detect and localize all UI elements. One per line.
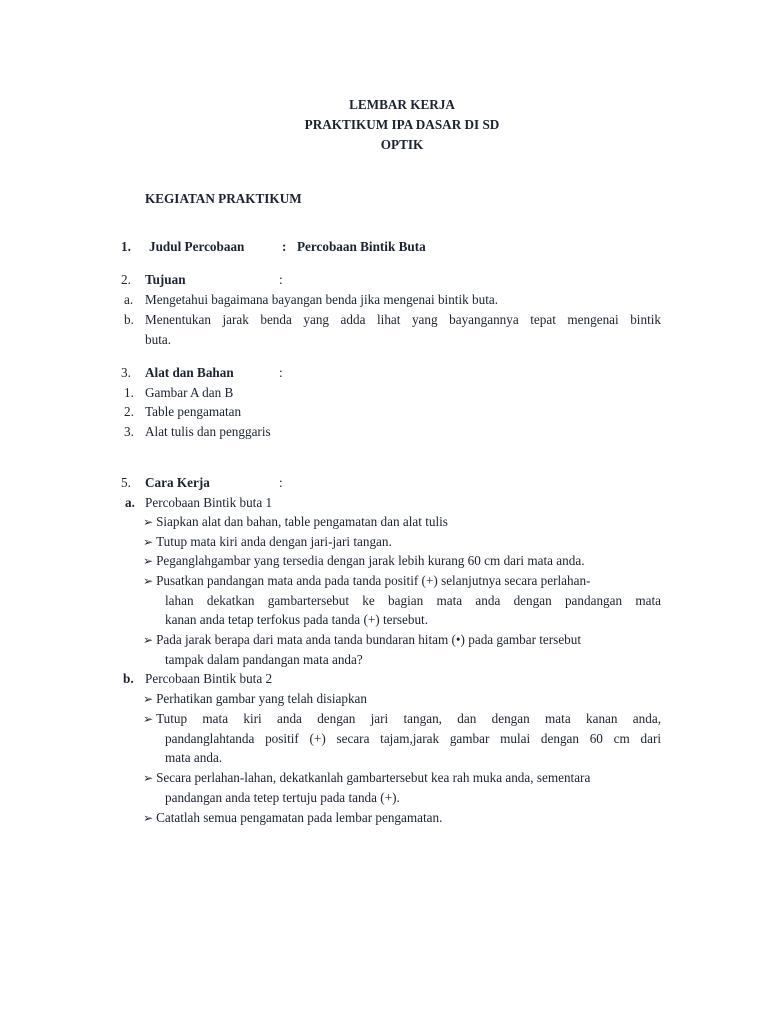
step-item-cont: tampak dalam pandangan mata anda? [165, 652, 363, 667]
arrow-bullet-icon: ➢ [143, 633, 154, 647]
alat-item-marker: 1. [124, 385, 134, 400]
alat-item: Alat tulis dan penggaris [145, 424, 271, 439]
tujuan-b-marker: b. [124, 312, 134, 327]
step-item-cont: kanan anda tetap terfokus pada tanda (+) tersebut. [165, 612, 429, 627]
doc-title-line2: PRAKTIKUM IPA DASAR DI SD [304, 117, 500, 132]
step-item-cont: pandanglahtanda positif (+) secara tajam,jarak gambar mulai dengan 60 cm dari [165, 731, 661, 746]
arrow-bullet-icon: ➢ [143, 692, 154, 706]
judul-colon: : [282, 239, 287, 254]
cara-b-title: Percobaan Bintik buta 2 [145, 671, 273, 686]
arrow-bullet-icon: ➢ [143, 574, 154, 588]
alat-item-marker: 2. [124, 404, 134, 419]
tujuan-number: 2. [121, 272, 131, 287]
step-item: ➢ Pada jarak berapa dari mata anda tanda bundaran hitam (•) pada gambar tersebut [143, 632, 582, 647]
doc-title-line1: LEMBAR KERJA [349, 97, 455, 112]
alat-item: Gambar A dan B [145, 385, 234, 400]
alat-label: Alat dan Bahan [145, 365, 234, 380]
step-item: ➢ Tutup mata kiri anda dengan jari-jari tangan. [143, 534, 392, 549]
alat-colon: : [279, 365, 283, 380]
cara-colon: : [279, 475, 283, 490]
tujuan-colon: : [279, 272, 283, 287]
arrow-bullet-icon: ➢ [143, 535, 154, 549]
step-item-cont: lahan dekatkan gambartersebut ke bagian mata anda dengan pandangan mata [165, 593, 661, 608]
step-item: ➢ Perhatikan gambar yang telah disiapkan [143, 691, 367, 706]
doc-title-line3: OPTIK [380, 137, 424, 152]
step-item: ➢ Tutup mata kiri anda dengan jari tangan, dan dengan mata kanan anda, [143, 711, 661, 726]
arrow-bullet-icon: ➢ [143, 515, 154, 529]
judul-value: Percobaan Bintik Buta [297, 239, 426, 254]
tujuan-b-text-cont: buta. [145, 332, 172, 347]
judul-label: Judul Percobaan [149, 239, 245, 254]
tujuan-b-text: Menentukan jarak benda yang adda lihat yang bayangannya tepat mengenai bintik [145, 312, 661, 327]
step-item: ➢ Secara perlahan-lahan, dekatkanlah gambartersebut kea rah muka anda, sementara [143, 770, 591, 785]
step-item: ➢ Siapkan alat dan bahan, table pengamatan dan alat tulis [143, 514, 448, 529]
cara-b-marker: b. [123, 671, 134, 686]
step-item: ➢ Catatlah semua pengamatan pada lembar pengamatan. [143, 810, 443, 825]
step-item-cont: mata anda. [165, 750, 223, 765]
cara-a-marker: a. [125, 495, 135, 510]
alat-number: 3. [121, 365, 131, 380]
cara-number: 5. [121, 475, 131, 490]
alat-item-marker: 3. [124, 424, 134, 439]
cara-label: Cara Kerja [145, 475, 210, 490]
cara-a-title: Percobaan Bintik buta 1 [145, 495, 273, 510]
tujuan-label: Tujuan [145, 272, 186, 287]
arrow-bullet-icon: ➢ [143, 771, 154, 785]
step-item: ➢ Peganglahgambar yang tersedia dengan jarak lebih kurang 60 cm dari mata anda. [143, 553, 585, 568]
alat-item: Table pengamatan [145, 404, 242, 419]
arrow-bullet-icon: ➢ [143, 554, 154, 568]
arrow-bullet-icon: ➢ [143, 811, 154, 825]
section-title: KEGIATAN PRAKTIKUM [145, 191, 302, 206]
tujuan-a-text: Mengetahui bagaimana bayangan benda jika mengenai bintik buta. [145, 292, 499, 307]
judul-number: 1. [121, 239, 131, 254]
step-item: ➢ Pusatkan pandangan mata anda pada tanda positif (+) selanjutnya secara perlahan- [143, 573, 591, 588]
step-item-cont: pandangan anda tetep tertuju pada tanda (+). [165, 790, 400, 805]
tujuan-a-marker: a. [124, 292, 134, 307]
arrow-bullet-icon: ➢ [143, 712, 154, 726]
